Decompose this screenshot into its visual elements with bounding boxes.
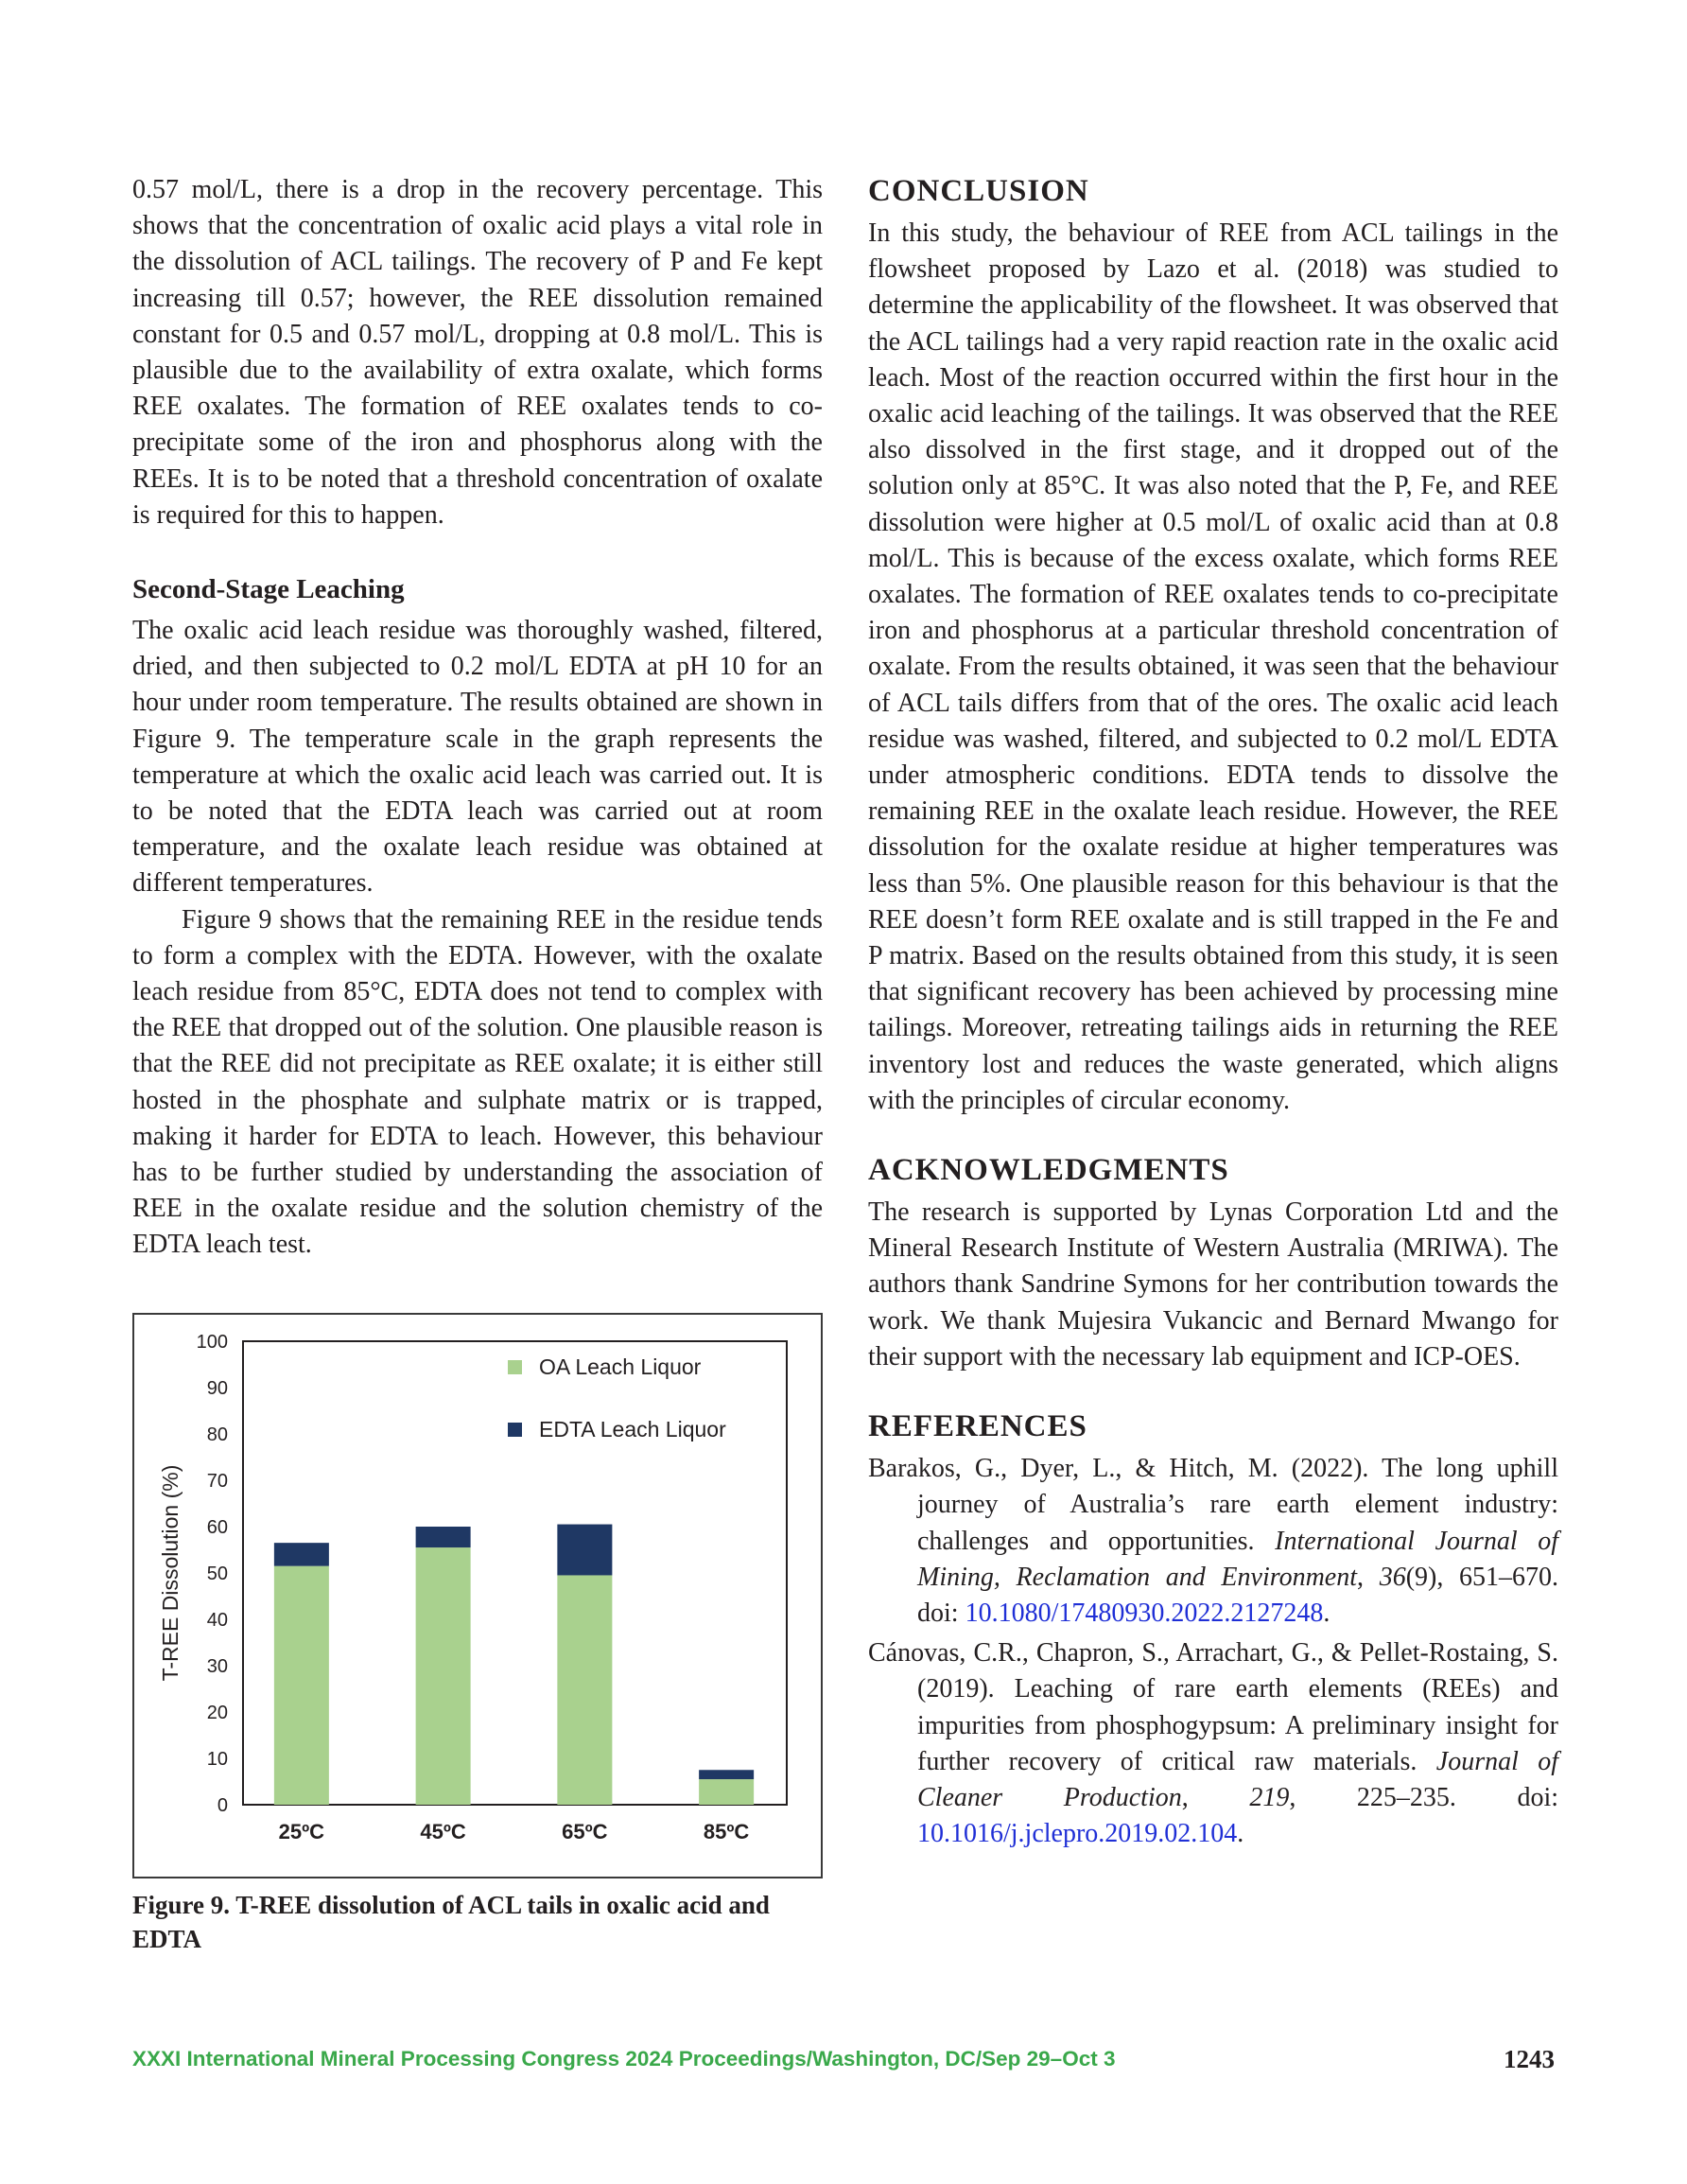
ref-end: . bbox=[1323, 1598, 1330, 1628]
figure-caption: Figure 9. T-REE dissolution of ACL tails in oxalic acid and EDTA bbox=[132, 1891, 770, 1953]
ref-pages: (9), 651–670. doi: bbox=[917, 1562, 1559, 1628]
legend-swatch bbox=[508, 1423, 522, 1437]
x-tick-label: 65ºC bbox=[562, 1820, 608, 1843]
x-tick-label: 85ºC bbox=[703, 1820, 750, 1843]
legend-swatch bbox=[508, 1360, 522, 1374]
acknowledgments-heading: ACKNOWLEDGMENTS bbox=[868, 1153, 1229, 1188]
left-column bbox=[132, 172, 823, 1264]
ref-journal: International Journal of Mining, Reclamation and Environment bbox=[917, 1526, 1558, 1592]
legend-label: OA Leach Liquor bbox=[539, 1354, 702, 1379]
subheading-second-stage: Second-Stage Leaching bbox=[132, 574, 405, 605]
y-tick-label: 10 bbox=[206, 1749, 228, 1770]
reference-canovas bbox=[868, 1635, 1558, 1852]
conclusion-paragraph: In this study, the behaviour of REE from ACL tailings in the flowsheet proposed by Lazo et al. (2018) was studied to determine the applicability of the flowsheet. It was observed that the ACL tailings had a very rapid reaction rate in the oxalic acid leach. Most of the reaction occurred within the first hour in the oxalic acid leaching of the tailings. It was observed that the REE also dissolved in the first stage, and it dropped out of the solution only at 85°C. It was also noted that the P, Fe, and REE dissolution were higher at 0.5 mol/L of oxalic acid than at 0.8 mol/L. This is because of the excess oxalate, which forms REE oxalates. The formation of REE oxalates tends to co-precipitate iron and phosphorus at a particular threshold concentration of oxalate. From the results obtained, it was seen that the behaviour of ACL tails differs from that of the ores. The oxalic acid leach residue was washed, filtered, and subjected to 0.2 mol/L EDTA under atmospheric conditions. EDTA tends to dissolve the remaining REE in the oxalate leach residue. However, the REE dissolution for the oxalate residue at higher temperatures was less than 5%. One plausible reason for this behaviour is that the REE doesn’t form REE oxalate and is still trapped in the Fe and P matrix. Based on the results obtained from this study, it is seen that significant recovery has been achieved by processing mine tailings. Moreover, retreating tailings aids in returning the REE inventory lost and reduces the waste generated, which aligns with the principles of circular economy. bbox=[868, 218, 1558, 1115]
ref-end: . bbox=[1237, 1819, 1244, 1849]
bar-oa-3 bbox=[699, 1779, 754, 1805]
bar-edta-1 bbox=[416, 1527, 471, 1547]
conclusion-heading: CONCLUSION bbox=[868, 174, 1089, 208]
references-heading: REFERENCES bbox=[868, 1409, 1087, 1444]
body-paragraph-1: 0.57 mol/L, there is a drop in the recovery percentage. This shows that the concentration of oxalic acid plays a vital role in the dissolution of ACL tailings. The recovery of P and Fe kept increasing till 0.57; however, the REE dissolution remained constant for 0.5 and 0.57 mol/L, dropping at 0.8 mol/L. This is plausible due to the availability of extra oxalate, which forms REE oxalates. The formation of REE oxalates tends to co-precipitate some of the iron and phosphorus along with the REEs. It is to be noted that a threshold concentration of oxalate is required for this to happen. bbox=[132, 175, 823, 530]
y-axis-label: T-REE Dissolution (%) bbox=[158, 1464, 183, 1682]
y-tick-label: 0 bbox=[217, 1795, 228, 1816]
ref-authors: Cánovas, C.R., Chapron, S., Arrachart, G., & Pellet-Rostaing, S. (2019). Leaching of rare earth elements (REEs) and impurities from phosphogypsum: A preliminary insight for further recovery of critical raw materials. bbox=[868, 1638, 1558, 1776]
body-paragraph-3: Figure 9 shows that the remaining REE in the residue tends to form a complex with the EDTA. However, with the oxalate leach residue from 85°C, EDTA does not tend to complex with the REE that dropped out of the solution. One plausible reason is that the REE did not precipitate as REE oxalate; it is either still hosted in the phosphate and sulphate matrix or is trapped, making it harder for EDTA to leach. However, this behaviour has to be further studied by understanding the association of REE in the oxalate residue and the solution chemistry of the EDTA leach test. bbox=[132, 904, 823, 1260]
y-tick-label: 40 bbox=[206, 1610, 228, 1631]
y-tick-label: 60 bbox=[206, 1517, 228, 1538]
y-tick-label: 30 bbox=[206, 1656, 228, 1677]
bar-edta-0 bbox=[274, 1543, 329, 1566]
ref-separator: , bbox=[1181, 1782, 1250, 1812]
y-tick-label: 70 bbox=[206, 1471, 228, 1492]
ref-volume: 36 bbox=[1379, 1562, 1406, 1592]
body-paragraph-2: The oxalic acid leach residue was thoroughly washed, filtered, dried, and then subjected to 0.2 mol/L EDTA at pH 10 for an hour under room temperature. The results obtained are shown in Figure 9. The temperature scale in the graph represents the temperature at which the oxalic acid leach was carried out. It is to be noted that the EDTA leach was carried out at room temperature, and the oxalate leach residue was obtained at different temperatures. bbox=[132, 616, 823, 899]
acknowledgments-paragraph: The research is supported by Lynas Corporation Ltd and the Mineral Research Institute of Western Australia (MRIWA). The authors thank Sandrine Symons for her contribution towards the work. We thank Mujesira Vukancic and Bernard Mwango for their support with the necessary lab equipment and ICP-OES. bbox=[868, 1197, 1558, 1372]
y-tick-label: 50 bbox=[206, 1564, 228, 1584]
bar-edta-2 bbox=[557, 1525, 612, 1576]
reference-barakos bbox=[868, 1451, 1558, 1632]
bar-edta-3 bbox=[699, 1770, 754, 1779]
right-column bbox=[868, 172, 1558, 1856]
y-tick-label: 100 bbox=[196, 1332, 228, 1353]
page-number: 1243 bbox=[1504, 2045, 1555, 2073]
ref-volume: 219 bbox=[1249, 1782, 1290, 1812]
doi-link[interactable]: 10.1080/17480930.2022.2127248 bbox=[965, 1598, 1324, 1628]
legend-label: EDTA Leach Liquor bbox=[539, 1417, 726, 1441]
bar-oa-2 bbox=[557, 1575, 612, 1805]
bar-oa-1 bbox=[416, 1547, 471, 1805]
doi-link[interactable]: 10.1016/j.jclepro.2019.02.104 bbox=[917, 1819, 1238, 1849]
x-tick-label: 25ºC bbox=[278, 1820, 325, 1843]
figure-9-chart bbox=[132, 1313, 823, 1878]
y-tick-label: 20 bbox=[206, 1703, 228, 1723]
footer-proceedings-title: XXXI International Mineral Processing Congress 2024 Proceedings/Washington, DC/Sep 29–Oct 3 bbox=[132, 2047, 1116, 2070]
page-footer bbox=[132, 2042, 1555, 2080]
ref-authors: Barakos, G., Dyer, L., & Hitch, M. (2022). The long uphill journey of Australia’s rare earth element industry: challenges and opportunities. bbox=[868, 1454, 1558, 1556]
y-tick-label: 80 bbox=[206, 1424, 228, 1445]
bar-chart-svg bbox=[134, 1315, 821, 1877]
y-tick-label: 90 bbox=[206, 1378, 228, 1399]
ref-journal: Journal of Cleaner Production bbox=[917, 1746, 1558, 1812]
ref-separator: , bbox=[1357, 1562, 1380, 1592]
x-tick-label: 45ºC bbox=[420, 1820, 466, 1843]
ref-pages: , 225–235. doi: bbox=[1289, 1782, 1559, 1812]
bar-oa-0 bbox=[274, 1566, 329, 1805]
